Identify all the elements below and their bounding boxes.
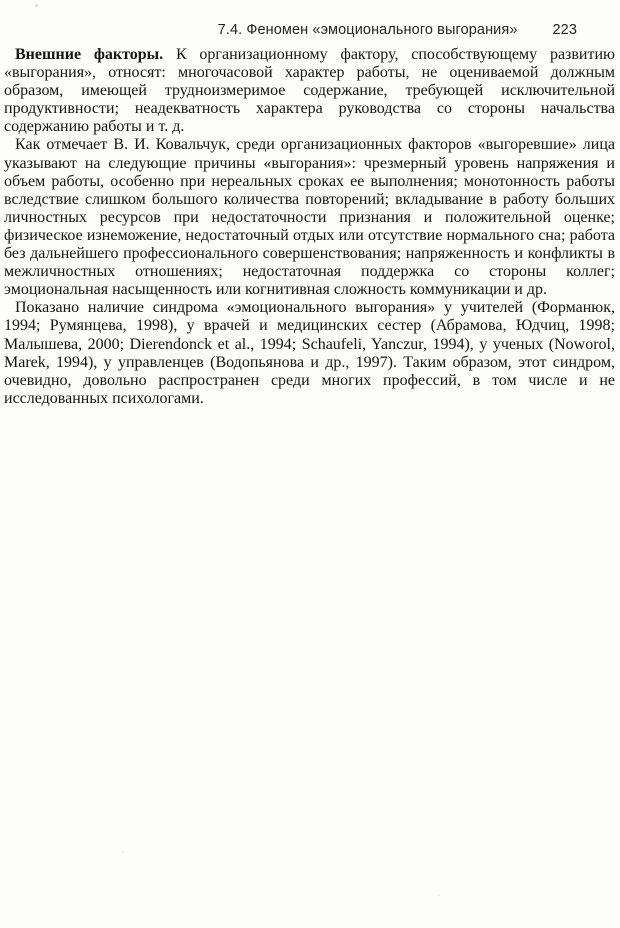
page-number: 223 [552,22,577,38]
paragraph-external-factors [4,46,615,136]
scan-speck [122,851,124,853]
paragraph-text: К организационному фактору, способствующему развитию «выгорания», относят: многочасовой характер работы, не оцениваемой должным образом, имеющей трудноизмеримое содержание, требующей исключительной продуктивности; неадекватность характера руководства со стороны начальства содержанию работы и т. д. [4,46,615,136]
page-body-text [4,46,615,408]
paragraph-lead-bold: Внешние факторы. [15,46,164,63]
paragraph-burnout-professions [4,299,615,408]
paragraph-text: Как отмечает В. И. Ковальчук, среди организационных факторов «выгоревшие» лица указывают на следующие причины «выгорания»: чрезмерный уровень напряжения и объем работы, особенно при нереальных сроках ее выполнения; монотонность работы вследствие слишком большого количества повторений; вкладывание в работу больших личностных ресурсов при недостаточности признания и положительной оценке; физическое изнеможение, недостаточный отдых или отсутствие нормального сна; работа без дальнейшего профессионального совершенствования; напряженность и конфликты в межличностных отношениях; недостаточная поддержка со стороны коллег; эмоциональная насыщенность или когнитивная сложность коммуникации и др. [4,136,615,299]
paragraph-kovalchuk-causes [4,136,615,299]
paragraph-text: Показано наличие синдрома «эмоционального выгорания» у учителей (Форманюк, 1994; Румянцева, 1998), у врачей и медицинских сестер (Абрамова, Юдчиц, 1998; Малышева, 2000; Dierendonck et al., 1994; Schaufeli, Yanczur, 1994), у ученых (Noworol, Marek, 1994), у управленцев (Водопьянова и др., 1997). Таким образом, этот синдром, очевидно, довольно распространен среди многих профессий, в том числе и не исследованных психологами. [4,299,615,407]
scan-speck [35,4,38,7]
running-header-chapter-title: 7.4. Феномен «эмоционального выгорания» [217,22,518,38]
scan-speck [438,894,440,896]
running-header [0,22,577,38]
